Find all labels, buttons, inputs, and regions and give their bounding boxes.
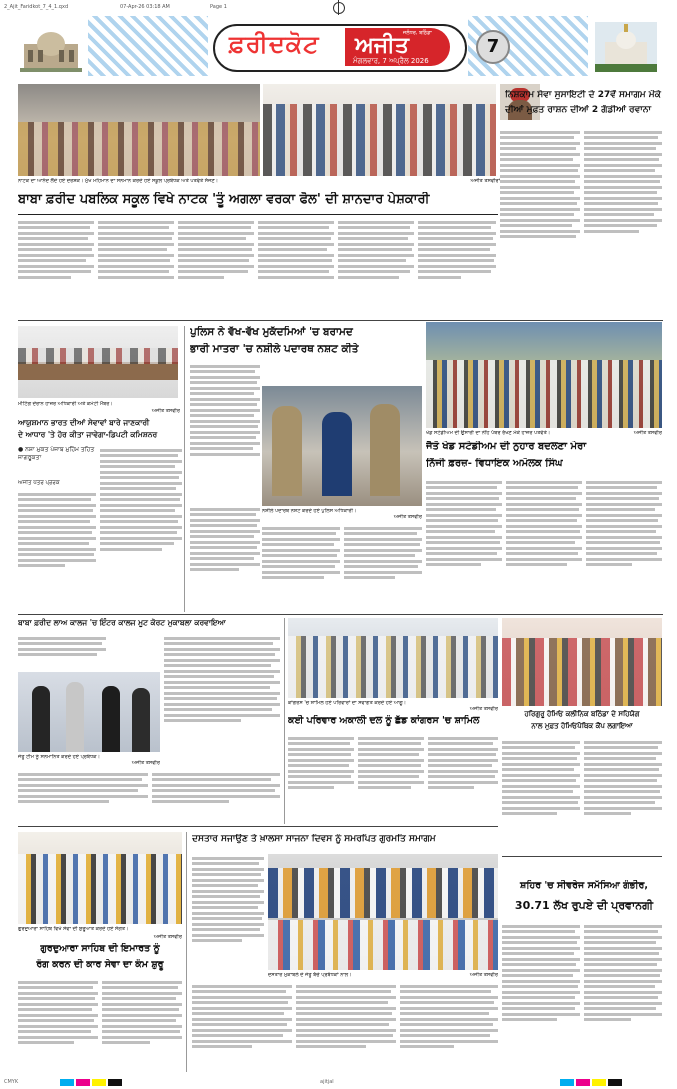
akali-caption: ਕਾਂਗਰਸ 'ਚ ਸ਼ਾਮਿਲ ਹੋਏ ਪਰਿਵਾਰਾਂ ਦਾ ਸਵਾਗਤ ਕਰਦੇ ਹੋਏ ਆਗੂ। (288, 700, 407, 706)
headline-stadium-line2: ਨਿੱਜੀ ਫ਼ਰਜ਼- ਵਿਧਾਇਕ ਅਮੋਲਕ ਸਿੰਘ (426, 458, 563, 469)
column-rule (186, 832, 187, 1072)
stadium-caption: ਖੇਡ ਸਟੇਡੀਅਮ ਦੀ ਉਸਾਰੀ ਦਾ ਨੀਂਹ ਪੱਥਰ ਰੱਖਣ ਮੌਕੇ ਹਾਜ਼ਰ ਪਤਵੰਤੇ। (426, 430, 551, 436)
article-col (190, 505, 260, 611)
print-time: 07-Apr-26 03:18 AM (120, 4, 170, 10)
heritage-building-right-icon (595, 22, 657, 72)
swatch-magenta (76, 1079, 90, 1086)
article-col (296, 982, 396, 1072)
meeting-caption: ਮੀਟਿੰਗ ਦੌਰਾਨ ਹਾਜ਼ਰ ਅਧਿਕਾਰੀ ਅਤੇ ਕਮੇਟੀ ਮੈਂਬਰ। (18, 401, 113, 407)
article-col (164, 634, 280, 768)
photo-honour (263, 84, 496, 176)
headline-police-line1: ਪੁਲਿਸ ਨੇ ਵੱਖ-ਵੱਖ ਮੁਕੱਦਮਿਆਂ 'ਚ ਬਰਾਮਦ (190, 326, 353, 338)
top-photo-caption: ਨਾਟਕ ਦਾ ਆਨੰਦ ਲੈਂਦੇ ਹੋਏ ਦਰਸ਼ਕ। ਮੁੱਖ ਮਹਿਮਾਨ ਦਾ ਸਨਮਾਨ ਕਰਦੇ ਹੋਏ ਸਕੂਲ ਪ੍ਰਬੰਧਕ ਅਤੇ ਪਤਵੰਤੇ ਸੱਜਣ। (18, 178, 218, 184)
college-caption: ਜੇਤੂ ਟੀਮ ਨੂੰ ਸਨਮਾਨਿਤ ਕਰਦੇ ਹੋਏ ਪ੍ਰਬੰਧਕ। (18, 754, 100, 760)
article-col (428, 734, 498, 822)
article-col (418, 218, 496, 318)
article-col (192, 854, 264, 978)
masthead (18, 16, 659, 76)
article-col (258, 218, 334, 318)
section-divider (18, 320, 663, 321)
divider (18, 214, 498, 215)
headline-ration-line1: ਨਿਸ਼ਕਾਮ ਸੇਵਾ ਸੁਸਾਇਟੀ ਦੇ 27ਵੇਂ ਸਮਾਗਮ ਮੌਕੇ (505, 90, 661, 100)
headline-police-line2: ਭਾਰੀ ਮਾਤਰਾ 'ਚ ਨਸ਼ੀਲੇ ਪਦਾਰਥ ਨਸ਼ਟ ਕੀਤੇ (190, 343, 359, 355)
article-col (178, 218, 254, 318)
headline-moot-court: ਬਾਬਾ ਫ਼ਰੀਦ ਲਾਅ ਕਾਲਜ 'ਚ ਇੰਟਰ ਕਾਲਜ ਮੂਟ ਕੋਰਟ ਮੁਕਾਬਲਾ ਕਰਵਾਇਆ (18, 618, 226, 627)
swatch-magenta (576, 1079, 590, 1086)
photo-gurudwara (18, 832, 182, 924)
plate-id: ajitjal (320, 1079, 334, 1085)
swatch-black (608, 1079, 622, 1086)
article-col (288, 734, 354, 822)
print-file: 2_Ajit_Faridkot_7_4_1.qxd (4, 4, 69, 10)
byline: ਅਜੀਤ ਪੱਤਰ ਪ੍ਰੇਰਕ (18, 480, 60, 486)
headline-ayushman-line1: ਆਯੁਸ਼ਮਾਨ ਭਾਰਤ ਦੀਆਂ ਸੇਵਾਵਾਂ ਬਾਰੇ ਜਾਣਕਾਰੀ (18, 418, 150, 427)
sub-editions: ਜਲੰਧਰ, ਬਠਿੰਡਾ (403, 30, 432, 36)
khalsa-caption: ਦਸਤਾਰ ਮੁਕਾਬਲੇ ਦੇ ਜੇਤੂ ਬੱਚੇ ਪ੍ਰਬੰਧਕਾਂ ਨਾਲ। (268, 972, 352, 978)
swatch-cyan (60, 1079, 74, 1086)
meeting-credit: ਅਜੀਤ ਤਸਵੀਰ (151, 408, 180, 414)
bullet-box (18, 446, 96, 478)
article-col (152, 770, 280, 822)
article-col (102, 978, 182, 1072)
registration-mark-top (333, 2, 345, 14)
article-col (506, 478, 582, 610)
article-col (18, 634, 106, 670)
photo-meeting (18, 326, 178, 398)
headline-homeo-line1: ਹਰਿਗੁਰੂ ਹੋਮਿਓ ਕਲੀਨਿਕ ਬਠਿੰਡਾ ਦੇ ਸਹਿਯੋਗ (524, 710, 640, 718)
article-col (344, 524, 422, 611)
photo-drug-destruction (262, 386, 422, 506)
article-col (500, 128, 580, 314)
column-rule (284, 618, 285, 824)
article-col (18, 490, 96, 610)
stadium-credit: ਅਜੀਤ ਤਸਵੀਰ (633, 430, 662, 436)
photo-party-joining (288, 618, 498, 698)
column-rule (184, 326, 185, 612)
headline-stadium-line1: ਜੈਤੋ ਖੇਡ ਸਟੇਡੀਅਮ ਦੀ ਨੁਹਾਰ ਬਦਲਣਾ ਮੇਰਾ (426, 441, 587, 452)
article-col (584, 128, 662, 314)
headline-homeo-line2: ਨਾਲ ਮੁਫ਼ਤ ਹੋਮਿਓਪੈਥਿਕ ਕੈਂਪ ਲਗਾਇਆ (531, 722, 633, 730)
bullet-title: ਨਸ਼ਾ ਮੁਕਤ ਪੰਜਾਬ ਮੁਹਿੰਮ ਤਹਿਤ ਜਾਗਰੂਕਤਾ (18, 446, 95, 461)
article-col (98, 218, 174, 318)
article-col (338, 218, 414, 318)
article-col (100, 446, 182, 610)
article-col (586, 478, 662, 610)
article-col (192, 982, 292, 1072)
color-mode: CMYK (4, 1079, 19, 1085)
swatch-cyan (560, 1079, 574, 1086)
bullet-icon: ● (18, 446, 26, 453)
headline-school-play: ਬਾਬਾ ਫ਼ਰੀਦ ਪਬਲਿਕ ਸਕੂਲ ਵਿਖੇ ਨਾਟਕ 'ਤੂੰ ਅਗਲਾ ਵਰਕਾ ਫੋਲ' ਦੀ ਸ਼ਾਨਦਾਰ ਪੇਸ਼ਕਾਰੀ (18, 192, 430, 207)
section-divider (18, 614, 663, 615)
page-number: 7 (476, 30, 510, 64)
photo-stadium-crowd (426, 322, 662, 428)
article-col (502, 922, 580, 1072)
swatch-yellow (592, 1079, 606, 1086)
swatch-yellow (92, 1079, 106, 1086)
article-col (584, 738, 662, 852)
masthead-title-box (213, 24, 467, 72)
akali-credit: ਅਜੀਤ ਤਸਵੀਰ (469, 706, 498, 712)
photo-homeo-camp (502, 618, 662, 706)
article-col (584, 922, 662, 1072)
college-credit: ਅਜੀਤ ਤਸਵੀਰ (131, 760, 160, 766)
masthead-pattern-left (88, 16, 208, 76)
photo-moot-court (18, 672, 160, 752)
brand-name: ਅਜੀਤ (355, 32, 409, 58)
khalsa-credit: ਅਜੀਤ ਤਸਵੀਰ (469, 972, 498, 978)
brand-block (345, 28, 450, 66)
photo-audience (18, 84, 260, 176)
headline-gurudwara-line1: ਗੁਰਦੁਆਰਾ ਸਾਹਿਬ ਦੀ ਇਮਾਰਤ ਨੂੰ (40, 943, 160, 954)
heritage-building-left-icon (20, 22, 82, 72)
print-footer (0, 1076, 677, 1089)
article-col (400, 982, 498, 1072)
article-col (18, 770, 148, 822)
top-photo-credit: ਅਜੀਤ ਤਸਵੀਰਾਂ (470, 178, 500, 184)
headline-akali-congress: ਕਈ ਪਰਿਵਾਰ ਅਕਾਲੀ ਦਲ ਨੂੰ ਛੱਡ ਕਾਂਗਰਸ 'ਚ ਸ਼ਾਮਿਲ (288, 715, 480, 726)
section-divider (18, 826, 498, 827)
issue-date: ਮੰਗਲਵਾਰ, 7 ਅਪ੍ਰੈਲ 2026 (353, 57, 429, 65)
headline-ayushman-line2: ਦੇ ਆਧਾਰ 'ਤੇ ਹੋਰ ਕੀਤਾ ਜਾਵੇਗਾ-ਡਿਪਟੀ ਕਮਿਸ਼ਨਰ (18, 430, 158, 439)
headline-khalsa: ਦਸਤਾਰ ਸਜਾਉਣ ਤੇ ਖ਼ਾਲਸਾ ਸਾਜਨਾ ਦਿਵਸ ਨੂੰ ਸਮਰਪਿਤ ਗੁਰਮਤਿ ਸਮਾਗਮ (192, 834, 436, 844)
edition-name: ਫ਼ਰੀਦਕੋਟ (229, 29, 320, 58)
article-col (18, 978, 98, 1072)
gurudwara-credit: ਅਜੀਤ ਤਸਵੀਰ (153, 934, 182, 940)
swatch-black (108, 1079, 122, 1086)
gurudwara-caption: ਗੁਰਦੁਆਰਾ ਸਾਹਿਬ ਵਿਖੇ ਸੇਵਾ ਦੀ ਸ਼ੁਰੂਆਤ ਕਰਦੇ ਹੋਏ ਸੰਗਤ। (18, 926, 129, 932)
print-plate: Page 1 (210, 4, 227, 10)
article-col (262, 524, 340, 611)
headline-ration-line2: ਦੀਆਂ ਮੁਫ਼ਤ ਰਾਸ਼ਨ ਦੀਆਂ 2 ਗੱਡੀਆਂ ਰਵਾਨਾ (505, 105, 652, 115)
police-credit: ਅਜੀਤ ਤਸਵੀਰ (393, 514, 422, 520)
photo-dastar-winners (268, 854, 498, 970)
headline-gurudwara-line2: ਰੰਗ ਕਰਨ ਦੀ ਕਾਰ ਸੇਵਾ ਦਾ ਕੰਮ ਸ਼ੁਰੂ (36, 959, 164, 970)
article-col (18, 218, 94, 318)
article-col (502, 738, 580, 852)
headline-sewerage-line2: 30.71 ਲੱਖ ਰੁਪਏ ਦੀ ਪ੍ਰਵਾਨਗੀ (514, 899, 654, 912)
article-col (358, 734, 424, 822)
police-caption: ਨਸ਼ੀਲੇ ਪਦਾਰਥ ਨਸ਼ਟ ਕਰਦੇ ਹੋਏ ਪੁਲਿਸ ਅਧਿਕਾਰੀ। (262, 508, 357, 514)
section-divider (502, 856, 662, 857)
article-col (426, 478, 502, 610)
article-col (190, 362, 260, 502)
headline-sewerage-line1: ਸ਼ਹਿਰ 'ਚ ਸੀਵਰੇਜ ਸਮੱਸਿਆ ਗੰਭੀਰ, (520, 880, 648, 891)
